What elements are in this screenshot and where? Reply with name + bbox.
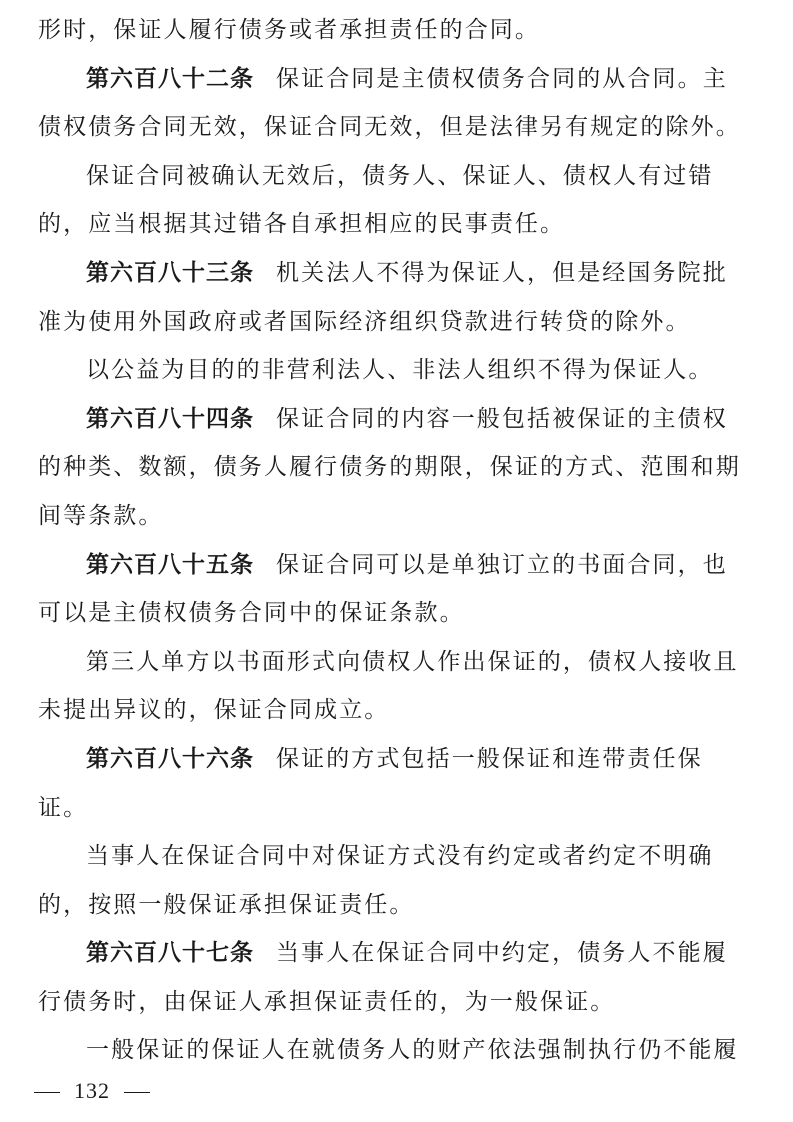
line-text: 的，按照一般保证承担保证责任。 bbox=[38, 891, 415, 918]
text-line bbox=[38, 443, 758, 492]
line-text: 当事人在保证合同中约定，债务人不能履 bbox=[276, 940, 728, 967]
line-text: 以公益为目的的非营利法人、非法人组织不得为保证人。 bbox=[86, 357, 714, 384]
page-number: 132 bbox=[74, 1078, 110, 1103]
line-text: 准为使用外国政府或者国际经济组织贷款进行转贷的除外。 bbox=[38, 308, 691, 335]
line-text: 保证合同的内容一般包括被保证的主债权 bbox=[276, 405, 728, 432]
line-text: 机关法人不得为保证人，但是经国务院批 bbox=[276, 259, 728, 286]
line-text: 证。 bbox=[38, 794, 89, 821]
line-text: 保证合同被确认无效后，债务人、保证人、债权人有过错 bbox=[86, 162, 714, 189]
article-number: 第六百八十五条 bbox=[86, 551, 254, 578]
line-text: 的种类、数额，债务人履行债务的期限，保证的方式、范围和期 bbox=[38, 454, 741, 481]
text-line bbox=[38, 395, 758, 444]
article-number: 第六百八十三条 bbox=[86, 259, 254, 286]
text-line bbox=[38, 784, 758, 833]
line-text: 当事人在保证合同中对保证方式没有约定或者约定不明确 bbox=[86, 843, 714, 870]
text-line bbox=[38, 978, 758, 1027]
line-text: 的，应当根据其过错各自承担相应的民事责任。 bbox=[38, 211, 566, 238]
line-text: 间等条款。 bbox=[38, 502, 164, 529]
line-text: 债权债务合同无效，保证合同无效，但是法律另有规定的除外。 bbox=[38, 114, 741, 141]
line-text: 一般保证的保证人在就债务人的财产依法强制执行仍不能履 bbox=[86, 1037, 739, 1064]
text-line bbox=[38, 832, 758, 881]
article-number: 第六百八十七条 bbox=[86, 940, 254, 967]
document-body bbox=[38, 6, 758, 1075]
line-text: 形时，保证人履行债务或者承担责任的合同。 bbox=[38, 17, 540, 43]
text-line bbox=[38, 929, 758, 978]
footer-dash-right bbox=[124, 1092, 150, 1093]
line-text: 未提出异议的，保证合同成立。 bbox=[38, 697, 390, 724]
text-line bbox=[38, 638, 758, 687]
text-line bbox=[38, 686, 758, 735]
article-number: 第六百八十四条 bbox=[86, 405, 254, 432]
line-text: 行债务时，由保证人承担保证责任的，为一般保证。 bbox=[38, 988, 616, 1015]
line-text: 保证的方式包括一般保证和连带责任保 bbox=[276, 745, 703, 772]
text-line bbox=[38, 881, 758, 930]
text-line bbox=[38, 1026, 758, 1075]
text-line bbox=[38, 152, 758, 201]
text-line bbox=[38, 589, 758, 638]
text-line bbox=[38, 6, 758, 55]
text-line bbox=[38, 735, 758, 784]
text-line bbox=[38, 249, 758, 298]
line-text: 保证合同可以是单独订立的书面合同，也 bbox=[276, 551, 728, 578]
text-line bbox=[38, 55, 758, 104]
article-number: 第六百八十六条 bbox=[86, 745, 254, 772]
line-text: 第三人单方以书面形式向债权人作出保证的，债权人接收且 bbox=[86, 648, 739, 675]
text-line bbox=[38, 200, 758, 249]
line-text: 保证合同是主债权债务合同的从合同。主 bbox=[276, 65, 728, 92]
text-line bbox=[38, 298, 758, 347]
text-line bbox=[38, 346, 758, 395]
line-text: 可以是主债权债务合同中的保证条款。 bbox=[38, 600, 465, 627]
text-line bbox=[38, 103, 758, 152]
text-line bbox=[38, 541, 758, 590]
footer-dash-left bbox=[34, 1092, 60, 1093]
page-footer bbox=[34, 1078, 150, 1104]
text-line bbox=[38, 492, 758, 541]
article-number: 第六百八十二条 bbox=[86, 65, 254, 92]
